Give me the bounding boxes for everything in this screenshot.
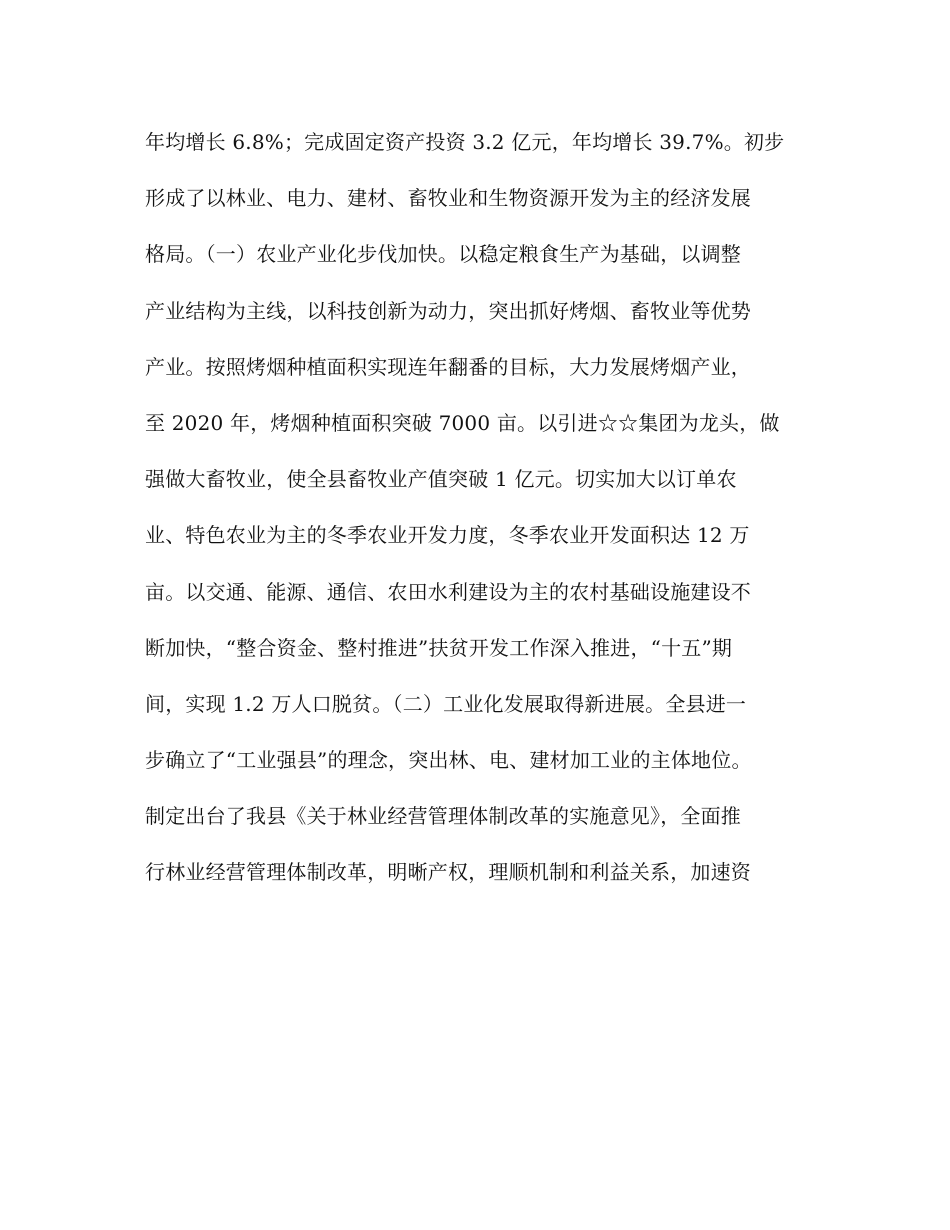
text-line: 产业。按照烤烟种植面积实现连年翻番的目标，大力发展烤烟产业， [145,354,751,379]
text-line: 至 2020 年，烤烟种植面积突破 7000 亩。以引进☆☆集团为龙头，做 [145,410,780,435]
text-line: 制定出台了我县《关于林业经营管理体制改革的实施意见》，全面推 [145,804,741,829]
text-line: 产业结构为主线，以科技创新为动力，突出抓好烤烟、畜牧业等优势 [145,298,751,323]
text-line: 形成了以林业、电力、建材、畜牧业和生物资源开发为主的经济发展 [145,186,751,211]
body-paragraph [145,120,805,907]
text-line: 行林业经营管理体制改革，明晰产权，理顺机制和利益关系，加速资 [145,860,751,885]
text-line: 亩。以交通、能源、通信、农田水利建设为主的农村基础设施建设不 [145,579,751,604]
text-line: 格局。（一）农业产业化步伐加快。以稳定粮食生产为基础，以调整 [145,242,741,267]
text-line: 间，实现 1.2 万人口脱贫。（二）工业化发展取得新进展。全县进一 [145,691,747,716]
text-line: 业、特色农业为主的冬季农业开发力度，冬季农业开发面积达 12 万 [145,523,750,548]
text-line: 强做大畜牧业，使全县畜牧业产值突破 1 亿元。切实加大以订单农 [145,467,737,492]
text-line: 年均增长 6.8%；完成固定资产投资 3.2 亿元，年均增长 39.7%。初步 [145,130,785,154]
text-line: 断加快，“整合资金、整村推进”扶贫开发工作深入推进，“十五”期 [145,635,733,660]
text-line: 步确立了“工业强县”的理念，突出林、电、建材加工业的主体地位。 [145,748,752,773]
